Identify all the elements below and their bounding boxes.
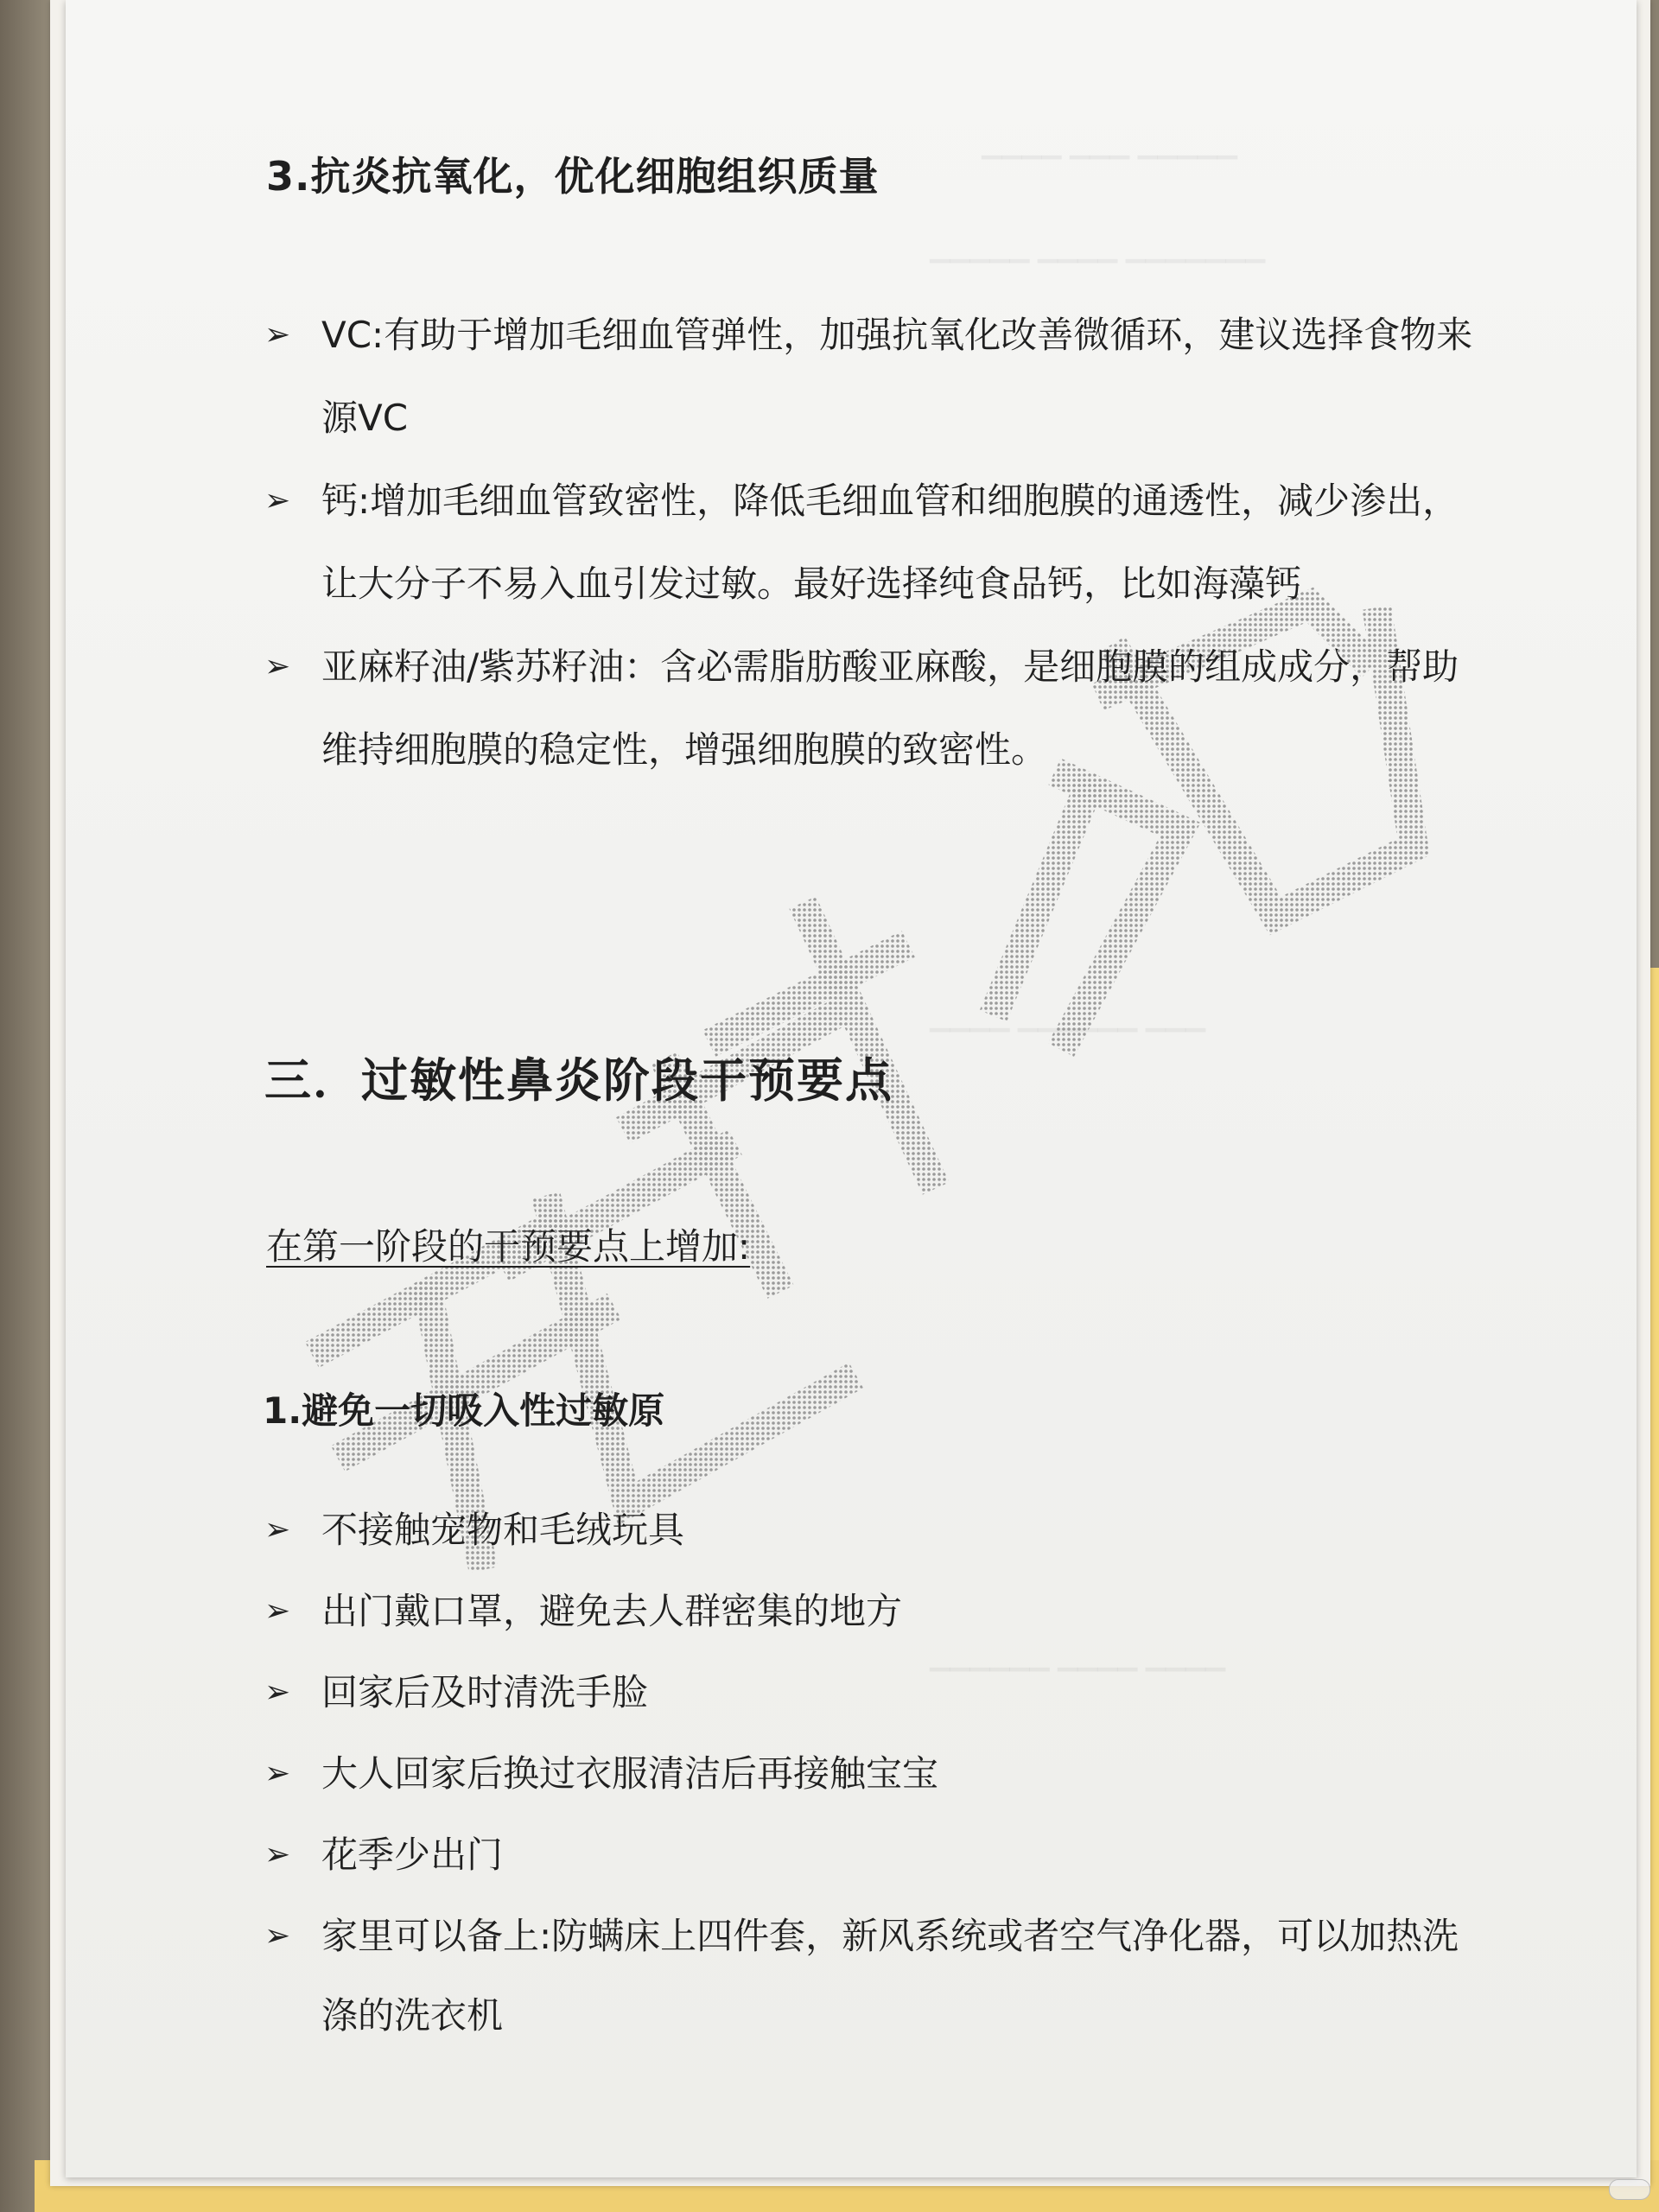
list-item: [264, 626, 1474, 791]
bullet-text: 出门戴口罩，避免去人群密集的地方: [321, 1590, 903, 1632]
bullet-text: 亚麻籽油/紫苏籽油：含必需脂肪酸亚麻酸，是细胞膜的组成成分，帮助维持细胞膜的稳定性，增强细胞膜的致密性。: [321, 645, 1459, 771]
bleed-through-text: ▁▁▁▁ ▁▁▁ ▁▁▁▁▁: [982, 130, 1237, 160]
bleed-through-text: ▁▁▁▁▁▁ ▁▁▁▁ ▁▁▁▁: [930, 1642, 1226, 1672]
arrow-bullet-icon: ➢: [264, 1837, 291, 1872]
list-item: [264, 1572, 1474, 1651]
document-content: [66, 0, 1637, 2177]
subsection-3-title: 3.抗炎抗氧化，优化细胞组织质量: [266, 153, 880, 200]
arrow-bullet-icon: ➢: [264, 649, 291, 684]
section-3-title: 三．过敏性鼻炎阶段干预要点: [264, 1053, 893, 1108]
list-item: [264, 460, 1474, 626]
bullet-text: 大人回家后换过衣服清洁后再接触宝宝: [321, 1752, 939, 1795]
corner-badge: [1609, 2179, 1650, 2200]
arrow-bullet-icon: ➢: [264, 1675, 291, 1710]
list-item: [264, 1653, 1474, 1732]
item-1-bullet-list: [264, 1491, 1474, 2057]
item-1-title: 1.避免一切吸入性过敏原: [263, 1389, 665, 1432]
bleed-through-text: ▁▁▁▁ ▁▁▁▁▁▁ ▁▁▁: [930, 1002, 1205, 1033]
arrow-bullet-icon: ➢: [264, 1512, 291, 1548]
document-page: [66, 0, 1637, 2177]
list-item: [264, 1734, 1474, 1814]
subsection-3-bullet-list: [264, 294, 1474, 791]
arrow-bullet-icon: ➢: [264, 483, 291, 518]
list-item: [264, 1897, 1474, 2056]
list-item: [264, 1491, 1474, 1570]
watermark-text: 梧桐笔记: [1016, 1289, 1051, 1299]
list-item: [264, 294, 1474, 460]
bullet-text: 花季少出门: [321, 1834, 504, 1876]
section-3-intro: 在第一阶段的干预要点上增加:: [266, 1225, 751, 1268]
arrow-bullet-icon: ➢: [264, 1593, 291, 1629]
list-item: [264, 1815, 1474, 1895]
bullet-text: 不接触宠物和毛绒玩具: [321, 1509, 685, 1551]
bullet-text: 回家后及时清洗手脸: [321, 1671, 649, 1713]
bullet-text: VC:有助于增加毛细血管弹性，加强抗氧化改善微循环，建议选择食物来源VC: [321, 314, 1473, 439]
arrow-bullet-icon: ➢: [264, 1918, 291, 1954]
bullet-text: 家里可以备上:防螨床上四件套，新风系统或者空气净化器，可以加热洗涤的洗衣机: [321, 1915, 1459, 2037]
arrow-bullet-icon: ➢: [264, 317, 291, 353]
bullet-text: 钙:增加毛细血管致密性，降低毛细血管和细胞膜的通透性，减少渗出，让大分子不易入血引发过敏。最好选择纯食品钙，比如海藻钙: [321, 480, 1459, 605]
arrow-bullet-icon: ➢: [264, 1756, 291, 1791]
bleed-through-text: ▁▁▁▁▁ ▁▁▁▁ ▁▁▁▁▁▁▁: [930, 233, 1266, 264]
